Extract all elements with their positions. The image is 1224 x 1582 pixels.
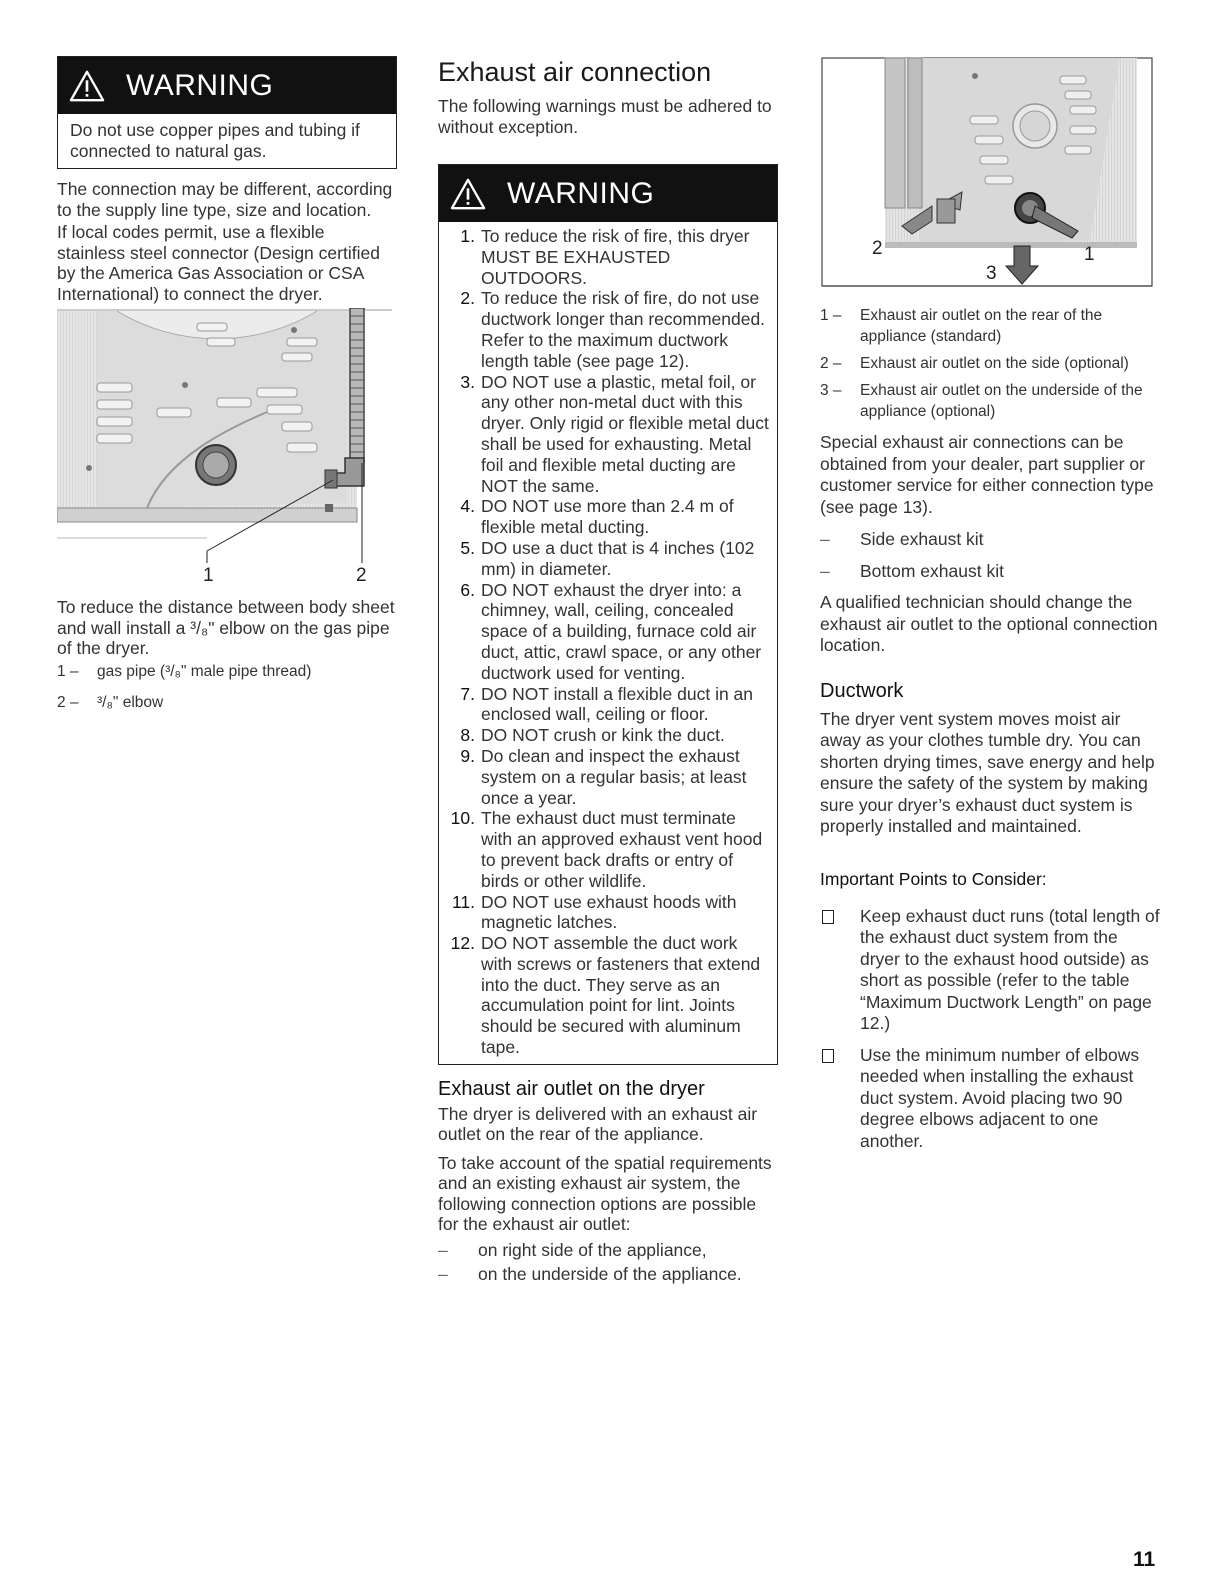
warning-number: 12.: [450, 933, 475, 954]
exhaust-warning-box: [438, 164, 778, 1065]
warning-item: [445, 746, 771, 808]
warning-header: [58, 57, 396, 114]
warning-item: [445, 496, 771, 538]
warning-text: To reduce the risk of fire, this dryer MUST BE EXHAUSTED OUTDOORS.: [481, 226, 750, 288]
warning-text: Do not use copper pipes and tubing if connected to natural gas.: [70, 120, 360, 161]
section-title: Exhaust air connection: [438, 57, 712, 87]
warning-text: To reduce the risk of fire, do not use ductwork longer than recommended. Refer to the maximum ductwork length table (see page 12).: [481, 288, 766, 371]
legend-item: [820, 380, 1160, 422]
warning-text: DO NOT use more than 2.4 m of flexible metal ducting.: [481, 496, 734, 538]
figure-label-1: 1: [1084, 244, 1095, 265]
warning-item: [445, 288, 771, 371]
warning-text: Do clean and inspect the exhaust system on a regular basis; at least once a year.: [481, 745, 747, 808]
point-text: Keep exhaust duct runs (total length of the exhaust duct system from the dryer to the exhaust hood outside) as short as possible (refer to the table “Maximum Ductwork Length” on page 12.): [860, 905, 1160, 1033]
warning-item: [445, 808, 771, 891]
points-title: Important Points to Consider:: [820, 868, 1047, 889]
warning-text: DO NOT assemble the duct work with screws or fasteners that extend into the duct. They serve as an accumulation point for lint. Joints should be secured with aluminum tape.: [481, 933, 761, 1058]
outlet-paragraph-2: To take account of the spatial requirements and an existing exhaust air system, the following connection options are possible for the exhaust air outlet:: [438, 1152, 772, 1235]
legend-text: gas pipe (³/₈" male pipe thread): [97, 662, 312, 680]
figure-label-2: 2: [872, 238, 883, 259]
outlet-subtitle: Exhaust air outlet on the dryer: [438, 1077, 705, 1100]
exhaust-figure-legend: [820, 305, 1160, 422]
gas-figure-legend: [57, 661, 397, 713]
technician-paragraph: A qualified technician should change the exhaust air outlet to the optional connection location.: [820, 592, 1158, 655]
warning-item: [445, 538, 771, 580]
outlet-option: [438, 1263, 780, 1285]
page-number: 11: [1133, 1548, 1156, 1571]
legend-text: Exhaust air outlet on the side (optional): [860, 355, 1129, 372]
exhaust-outlet-figure: [820, 56, 1155, 291]
point-item: [820, 906, 1160, 1035]
legend-item: [57, 661, 397, 682]
option-text: on the underside of the appliance.: [478, 1263, 742, 1284]
dash: –: [820, 529, 830, 549]
flexible-connector-paragraph: If local codes permit, use a flexible stainless steel connector (Design certified by the America Gas Association or CSA International) to connect the dryer.: [57, 222, 380, 304]
connection-paragraph: The connection may be different, according to the supply line type, size and location.: [57, 179, 393, 220]
legend-number: 1 –: [820, 307, 842, 324]
warning-item: [445, 580, 771, 684]
outlet-paragraph-1: The dryer is delivered with an exhaust air outlet on the rear of the appliance.: [438, 1103, 758, 1145]
special-connections-paragraph: Special exhaust air connections can be obtained from your dealer, part supplier or customer service for either connection type (see page 13).: [820, 432, 1154, 517]
point-text: Use the minimum number of elbows needed when installing the exhaust duct system. Avoid placing two 90 degree elbows adjacent to one another.: [860, 1044, 1140, 1151]
legend-number: 2 –: [820, 355, 842, 372]
warning-number: 8.: [460, 725, 475, 746]
kit-item: [820, 560, 1160, 582]
ductwork-paragraph: The dryer vent system moves moist air away as your clothes tumble dry. You can shorten drying times, save energy and help ensure the safety of the system by making sure your dryer’s exhaust duct system is properly installed and maintained.: [820, 708, 1155, 836]
exhaust-kits-list: [820, 528, 1160, 582]
dash: –: [438, 1239, 448, 1260]
right-column: [820, 56, 1160, 1162]
warning-number: 7.: [460, 683, 475, 704]
warning-number: 5.: [460, 537, 475, 558]
checkbox-icon: [822, 1049, 834, 1063]
legend-text: Exhaust air outlet on the underside of the appliance (optional): [860, 382, 1143, 420]
option-text: on right side of the appliance,: [478, 1239, 707, 1260]
outlet-option: [438, 1239, 780, 1261]
intro-paragraph: The following warnings must be adhered to without exception.: [438, 96, 772, 137]
warning-triangle-icon: [68, 69, 106, 103]
dryer-exhaust-illustration: [820, 56, 1155, 291]
warning-item: [445, 372, 771, 497]
kit-text: Bottom exhaust kit: [860, 561, 1004, 581]
legend-text: ³/₈" elbow: [97, 693, 164, 711]
point-item: [820, 1045, 1160, 1153]
legend-item: [820, 353, 1160, 374]
figure-label-1: 1: [203, 565, 214, 583]
warning-number: 6.: [460, 579, 475, 600]
figure-label-3: 3: [986, 263, 997, 284]
warning-triangle-icon: [449, 177, 487, 211]
warning-item: [445, 725, 771, 746]
warning-text: DO NOT exhaust the dryer into: a chimney, wall, ceiling, concealed space of a building, furnace cold air duct, attic, crawl space, or any other ductwork used for venting.: [481, 579, 762, 683]
warning-title: WARNING: [507, 176, 655, 210]
legend-number: 1 –: [57, 662, 79, 680]
warning-number: 1.: [460, 226, 475, 246]
ductwork-title: Ductwork: [820, 679, 904, 702]
figure-label-2: 2: [356, 565, 367, 583]
legend-item: [820, 305, 1160, 347]
warning-text: The exhaust duct must terminate with an approved exhaust vent hood to prevent back drafts or entry of birds or other wildlife.: [481, 808, 763, 891]
warning-title: WARNING: [126, 68, 274, 102]
warning-list: [439, 222, 777, 1064]
warning-text: DO use a duct that is 4 inches (102 mm) in diameter.: [481, 537, 755, 579]
kit-item: [820, 528, 1160, 550]
checkbox-icon: [822, 910, 834, 924]
middle-column: [438, 56, 780, 1295]
warning-text: DO NOT use a plastic, metal foil, or any other non-metal duct with this dryer. Only rigid or flexible metal duct shall be used for exhausting. Metal foil and flexible metal ducting are NOT the same.: [481, 371, 769, 496]
legend-text: Exhaust air outlet on the rear of the appliance (standard): [860, 307, 1103, 345]
elbow-paragraph: To reduce the distance between body sheet and wall install a ³/₈" elbow on the gas pipe of the dryer.: [57, 597, 395, 658]
warning-text: DO NOT install a flexible duct in an enclosed wall, ceiling or floor.: [481, 683, 754, 725]
left-column: [57, 56, 397, 723]
warning-text: DO NOT crush or kink the duct.: [481, 725, 725, 746]
warning-header: [439, 165, 777, 222]
warning-number: 11.: [451, 891, 475, 912]
warning-number: 9.: [460, 745, 475, 766]
legend-number: 3 –: [820, 382, 842, 399]
points-list: [820, 906, 1160, 1153]
warning-number: 10.: [450, 808, 475, 829]
dash: –: [438, 1263, 448, 1284]
warning-number: 3.: [460, 371, 475, 392]
dash: –: [820, 561, 830, 581]
warning-item: [445, 892, 771, 934]
gas-pipe-figure: [57, 308, 392, 583]
legend-number: 2 –: [57, 693, 79, 711]
legend-item: [57, 692, 397, 713]
kit-text: Side exhaust kit: [860, 529, 984, 549]
gas-warning-box: [57, 56, 397, 169]
warning-number: 2.: [460, 288, 475, 309]
warning-text: DO NOT use exhaust hoods with magnetic latches.: [481, 891, 737, 933]
warning-item: [445, 226, 771, 288]
warning-item: [445, 933, 771, 1058]
warning-number: 4.: [460, 496, 475, 517]
warning-item: [445, 684, 771, 726]
outlet-options-list: [438, 1239, 780, 1285]
dryer-rear-gas-illustration: [57, 308, 392, 583]
